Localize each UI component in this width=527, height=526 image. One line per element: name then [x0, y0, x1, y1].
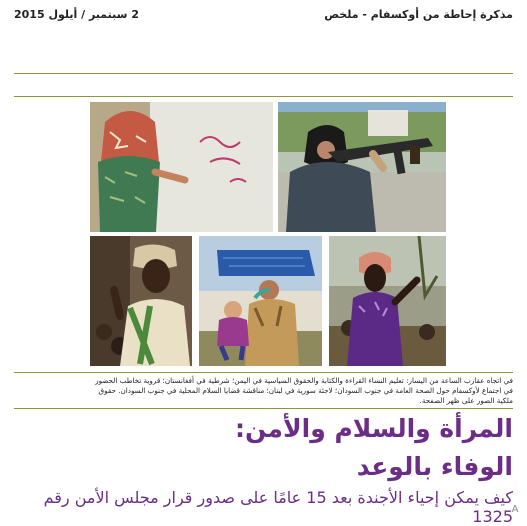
subtitle: كيف يمكن إحياء الأجندة بعد 15 عامًا على صدور قرار مجلس الأمن رقم 1325: [43, 488, 513, 526]
title-line-1: المرأة والسلام والأمن:: [235, 414, 513, 443]
photo-woman-child: [199, 236, 322, 366]
corner-glyph: A: [511, 504, 519, 515]
photo-woman-purple: [329, 236, 446, 366]
document-type: مذكرة إحاطة من أوكسفام - ملخص: [324, 8, 513, 21]
photo-caption: في اتجاه عقارب الساعة من اليسار: تعليم النساء القراءة والكتابة والحقوق السياسية في اليمن؛ شرطية في أفغانستان؛ قروية تخاطب الحضور في اجتماع لأوكسفام حول الصحة العامة في جنوب السودان؛ لاجئة سورية في لبنان؛ مناقشة قضايا السلام المحلية في جنوب السودان. حقوق ملكية الصور على ظهر الصفحة.: [95, 376, 513, 405]
title-line-2: الوفاء بالوعد: [356, 452, 513, 481]
photo-woman-speaking: [90, 236, 192, 366]
caption-rule-bottom: [14, 408, 513, 409]
photo-policewoman-rifle: [278, 102, 446, 232]
caption-rule-top: [14, 372, 513, 373]
photo-woman-whiteboard: [90, 102, 273, 232]
document-date: 2 سبتمبر / أيلول 2015: [14, 8, 139, 21]
